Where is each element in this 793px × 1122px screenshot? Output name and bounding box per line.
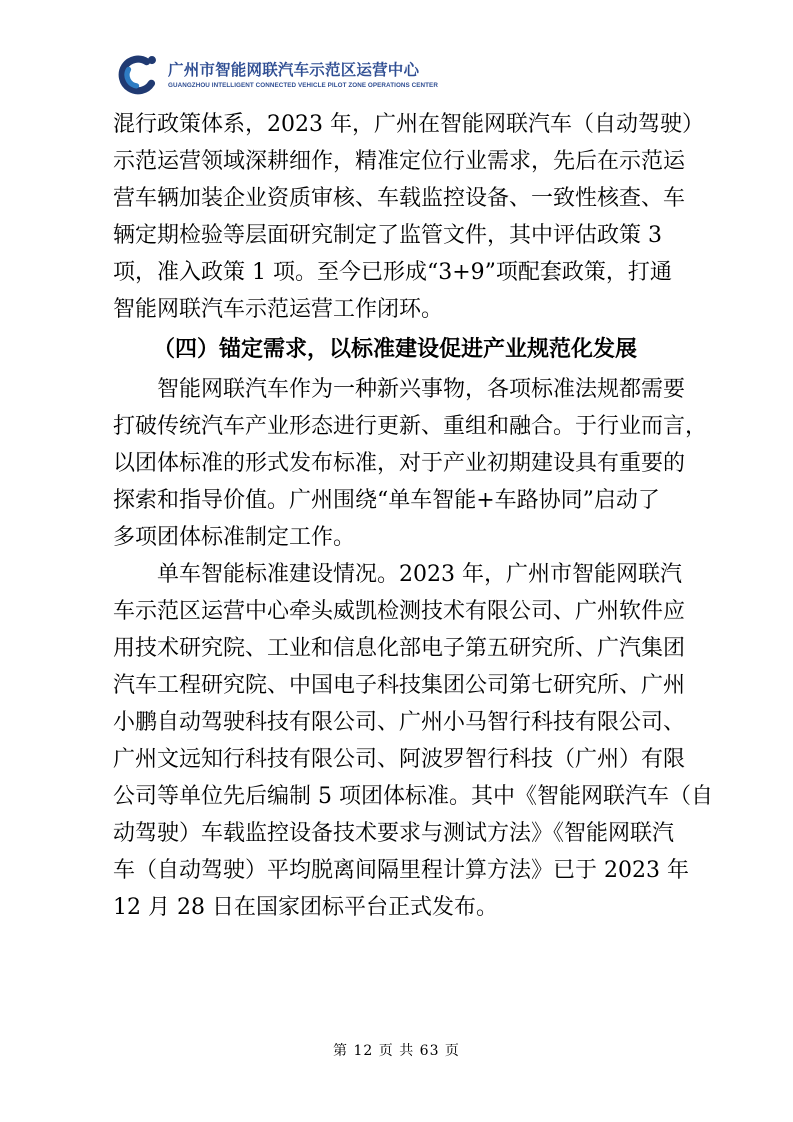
- paragraph: [113, 106, 704, 328]
- section-heading: （四）锚定需求，以标准建设促进产业规范化发展: [153, 337, 638, 362]
- body-line: 示范运营领域深耕细作，精准定位行业需求，先后在示范运: [113, 149, 686, 174]
- paragraph: [113, 371, 708, 556]
- body-line: 多项团体标准制定工作。: [113, 525, 356, 550]
- body-line: 智能网联汽车作为一种新兴事物，各项标准法规都需要: [157, 377, 686, 402]
- body-line: 汽车工程研究院、中国电子科技集团公司第七研究所、广州: [113, 673, 686, 698]
- body-line: 用技术研究院、工业和信息化部电子第五研究所、广汽集团: [113, 636, 686, 661]
- body-line: 广州文远知行科技有限公司、阿波罗智行科技（广州）有限: [113, 747, 686, 772]
- body-line: 智能网联汽车示范运营工作闭环。: [113, 297, 444, 322]
- org-header: [116, 50, 554, 96]
- body-line: 动驾驶）车载监控设备技术要求与测试方法》《智能网联汽: [113, 821, 675, 846]
- org-name-en: GUANGZHOU INTELLIGENT CONNECTED VEHICLE PILOT ZONE OPERATIONS CENTER: [168, 81, 438, 89]
- org-name-zh: 广州市智能网联汽车示范区运营中心: [168, 61, 420, 79]
- body-line: 12 月 28 日在国家团标平台正式发布。: [113, 895, 498, 920]
- body-line: 辆定期检验等层面研究制定了监管文件，其中评估政策 3: [113, 223, 662, 248]
- body-line: 公司等单位先后编制 5 项团体标准。其中《智能网联汽车（自: [113, 784, 713, 809]
- body-line: 项，准入政策 1 项。至今已形成“3+9”项配套政策，打通: [113, 260, 672, 285]
- body-line: 单车智能标准建设情况。2023 年，广州市智能网联汽: [157, 562, 682, 587]
- body-blocks: [113, 106, 713, 926]
- body-line: 小鹏自动驾驶科技有限公司、广州小马智行科技有限公司、: [113, 710, 686, 735]
- body-line: 混行政策体系，2023 年，广州在智能网联汽车（自动驾驶）: [113, 112, 704, 137]
- body-line: 探索和指导价值。广州围绕“单车智能+车路协同”启动了: [113, 488, 660, 513]
- body-line: 车示范区运营中心牵头威凯检测技术有限公司、广州软件应: [113, 599, 686, 624]
- org-logo-icon: [116, 50, 162, 96]
- page-number-label: 第 12 页 共 63 页: [333, 1043, 460, 1059]
- body-line: 营车辆加装企业资质审核、车载监控设备、一致性核查、车: [113, 186, 686, 211]
- body-line: 以团体标准的形式发布标准，对于产业初期建设具有重要的: [113, 451, 686, 476]
- body-line: 打破传统汽车产业形态进行更新、重组和融合。于行业而言，: [113, 414, 708, 439]
- paragraph: [113, 556, 713, 926]
- body-line: 车（自动驾驶）平均脱离间隔里程计算方法》已于 2023 年: [113, 858, 689, 883]
- org-title-block: [168, 62, 554, 90]
